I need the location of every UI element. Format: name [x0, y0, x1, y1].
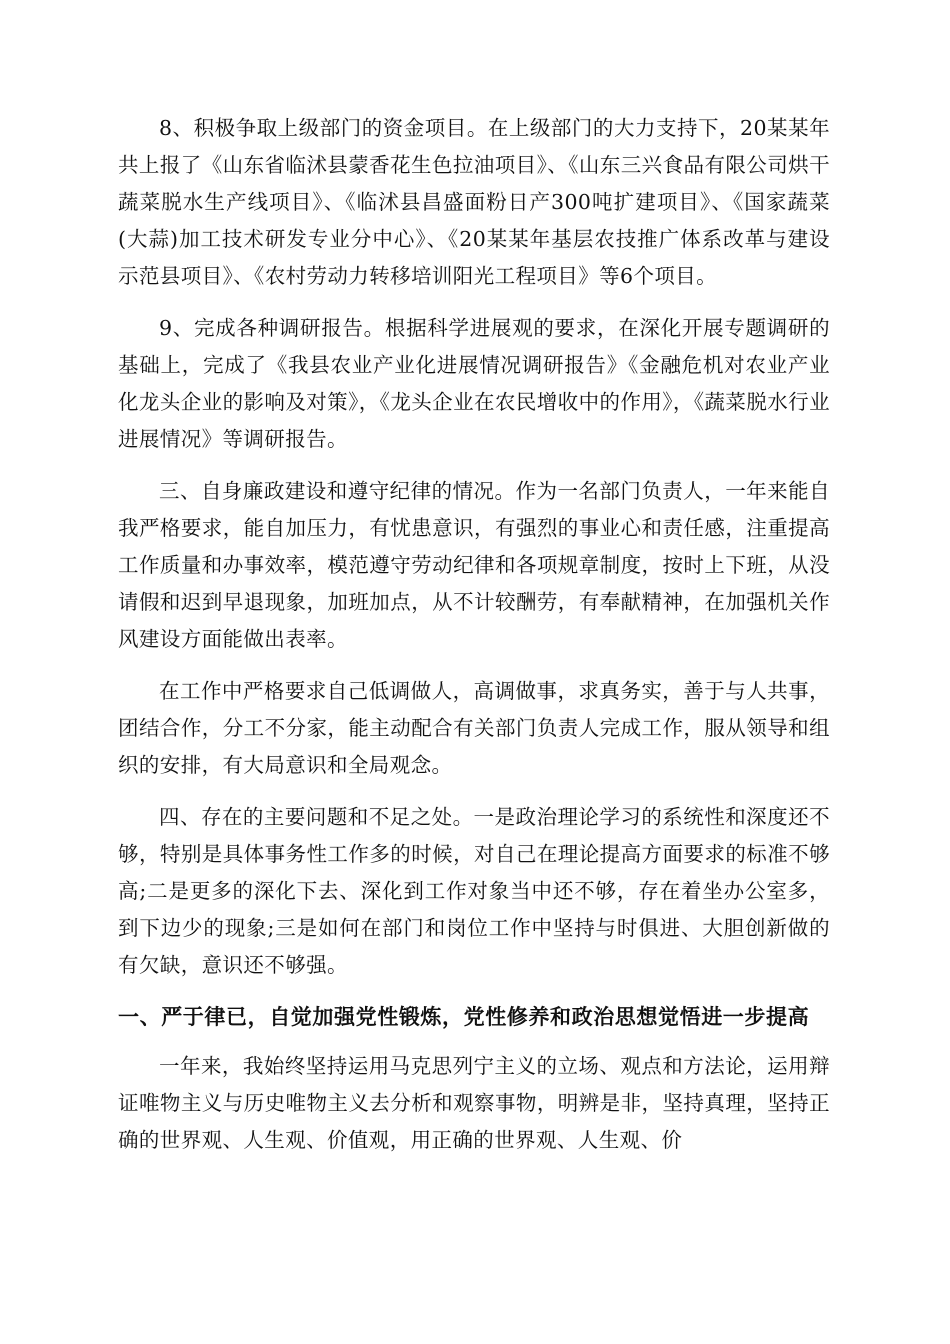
paragraph-integrity-discipline: 三、自身廉政建设和遵守纪律的情况。作为一名部门负责人，一年来能自我严格要求，能自加压力，有忧患意识，有强烈的事业心和责任感，注重提高工作质量和办事效率，模范遵守劳动纪律和各项规章制度，按时上下班，从没请假和迟到早退现象，加班加点，从不计较酬劳，有奉献精神，在加强机关作风建设方面能做出表率。 [118, 479, 830, 651]
paragraph-work-attitude: 在工作中严格要求自己低调做人，高调做事，求真务实，善于与人共事，团结合作，分工不分家，能主动配合有关部门负责人完成工作，服从领导和组织的安排，有大局意识和全局观念。 [118, 679, 830, 777]
paragraph-research-reports: 9、完成各种调研报告。根据科学进展观的要求，在深化开展专题调研的基础上，完成了《我县农业产业化进展情况调研报告》《金融危机对农业产业化龙头企业的影响及对策》，《龙头企业在农民增收中的作用》，《蔬菜脱水行业进展情况》等调研报告。 [118, 316, 830, 451]
section-heading: 一、严于律已，自觉加强党性锻炼，党性修养和政治思想觉悟进一步提高 [118, 1005, 810, 1029]
paragraph-problems-shortcomings: 四、存在的主要问题和不足之处。一是政治理论学习的系统性和深度还不够，特别是具体事务性工作多的时候，对自己在理论提高方面要求的标准不够高;二是更多的深化下去、深化到工作对象当中还不够，存在着坐办公室多，到下边少的现象;三是如何在部门和岗位工作中坚持与时俱进、大胆创新做的有欠缺，意识还不够强。 [118, 805, 830, 977]
document-body [118, 110, 830, 1174]
paragraph-political-study: 一年来，我始终坚持运用马克思列宁主义的立场、观点和方法论，运用辩证唯物主义与历史唯物主义去分析和观察事物，明辨是非，坚持真理，坚持正确的世界观、人生观、价值观，用正确的世界观、人生观、价 [118, 1054, 830, 1152]
paragraph-funding-projects: 8、积极争取上级部门的资金项目。在上级部门的大力支持下，20某某年共上报了《山东省临沭县蒙香花生色拉油项目》、《山东三兴食品有限公司烘干蔬菜脱水生产线项目》、《临沭县昌盛面粉日产300吨扩建项目》、《国家蔬菜(大蒜)加工技术研发专业分中心》、《20某某年基层农技推广体系改革与建设示范县项目》、《农村劳动力转移培训阳光工程项目》等6个项目。 [118, 116, 830, 288]
